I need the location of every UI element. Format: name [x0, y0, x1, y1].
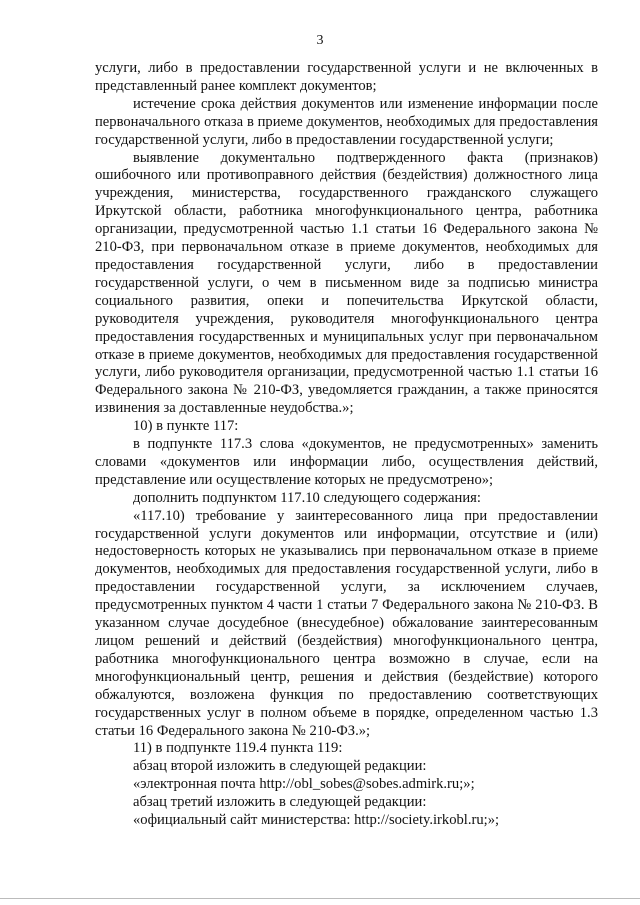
page-edge-line — [0, 898, 640, 899]
paragraph: «официальный сайт министерства: http://society.irkobl.ru;»; — [133, 812, 500, 829]
paragraph: в подпункте 117.3 слова «документов, не предусмотренных» заменить словами «документов или информации либо, осуществления действий, представление или осуществление которых не предусмотрено»; — [95, 436, 598, 488]
document-body — [95, 60, 598, 830]
paragraph: услуги, либо в предоставлении государственной услуги и не включенных в представленный ранее комплект документов; — [95, 60, 598, 94]
paragraph: абзац третий изложить в следующей редакции: — [133, 794, 427, 811]
page-number: 3 — [316, 33, 324, 48]
paragraph: дополнить подпунктом 117.10 следующего содержания: — [133, 489, 481, 506]
paragraph: 10) в пункте 117: — [133, 418, 239, 435]
paragraph: истечение срока действия документов или изменение информации после первоначального отказа в приеме документов, необходимых для предоставления государственной услуги, либо в предоставлении государственной услуги; — [95, 95, 598, 148]
paragraph: выявление документально подтвержденного факта (признаков) ошибочного или противоправного действия (бездействия) должностного лица учреждения, министерства, государственного гражданского служащего Иркутской области, работника многофункционального центра, работника организации, предусмотренной частью 1.1 статьи 16 Федерального закона № 210-ФЗ, при первоначальном отказе в приеме документов, необходимых для предоставления государственной услуги, либо в предоставлении государственной услуги, о чем в письменном виде за подписью министра социального развития, опеки и попечительства Иркутской области, руководителя учреждения, руководителя многофункционального центра предоставления государственных и муниципальных услуг при первоначальном отказе в приеме документов, необходимых для предоставления государственной услуги, либо руководителя организации, предусмотренной частью 1.1 статьи 16 Федерального закона № 210-ФЗ, уведомляется гражданин, а также приносятся извинения за доставленные неудобства.»; — [95, 149, 598, 417]
paragraph: «117.10) требование у заинтересованного лица при предоставлении государственной услуги документов или информации, отсутствие и (или) недостоверность которых не указывались при первоначальном отказе в приеме документов, необходимых для предоставления государственной услуги, либо в предоставлении государственной услуги, за исключением случаев, предусмотренных пунктом 4 части 1 статьи 7 Федерального закона № 210-ФЗ. В указанном случае досудебное (внесудебное) обжалование заинтересованным лицом решений и действий (бездействия) многофункционального центра, работника многофункционального центра возможно в случае, если на многофункциональный центр, решения и действия (бездействие) которого обжалуются, возложена функция по предоставлению соответствующих государственных услуг в полном объеме в порядке, определенном частью 1.3 статьи 16 Федерального закона № 210-ФЗ.»; — [95, 507, 598, 739]
paragraph: «электронная почта http://obl_sobes@sobes.admirk.ru;»; — [133, 776, 475, 793]
paragraph: 11) в подпункте 119.4 пункта 119: — [133, 740, 343, 757]
paragraph: абзац второй изложить в следующей редакции: — [133, 758, 427, 775]
